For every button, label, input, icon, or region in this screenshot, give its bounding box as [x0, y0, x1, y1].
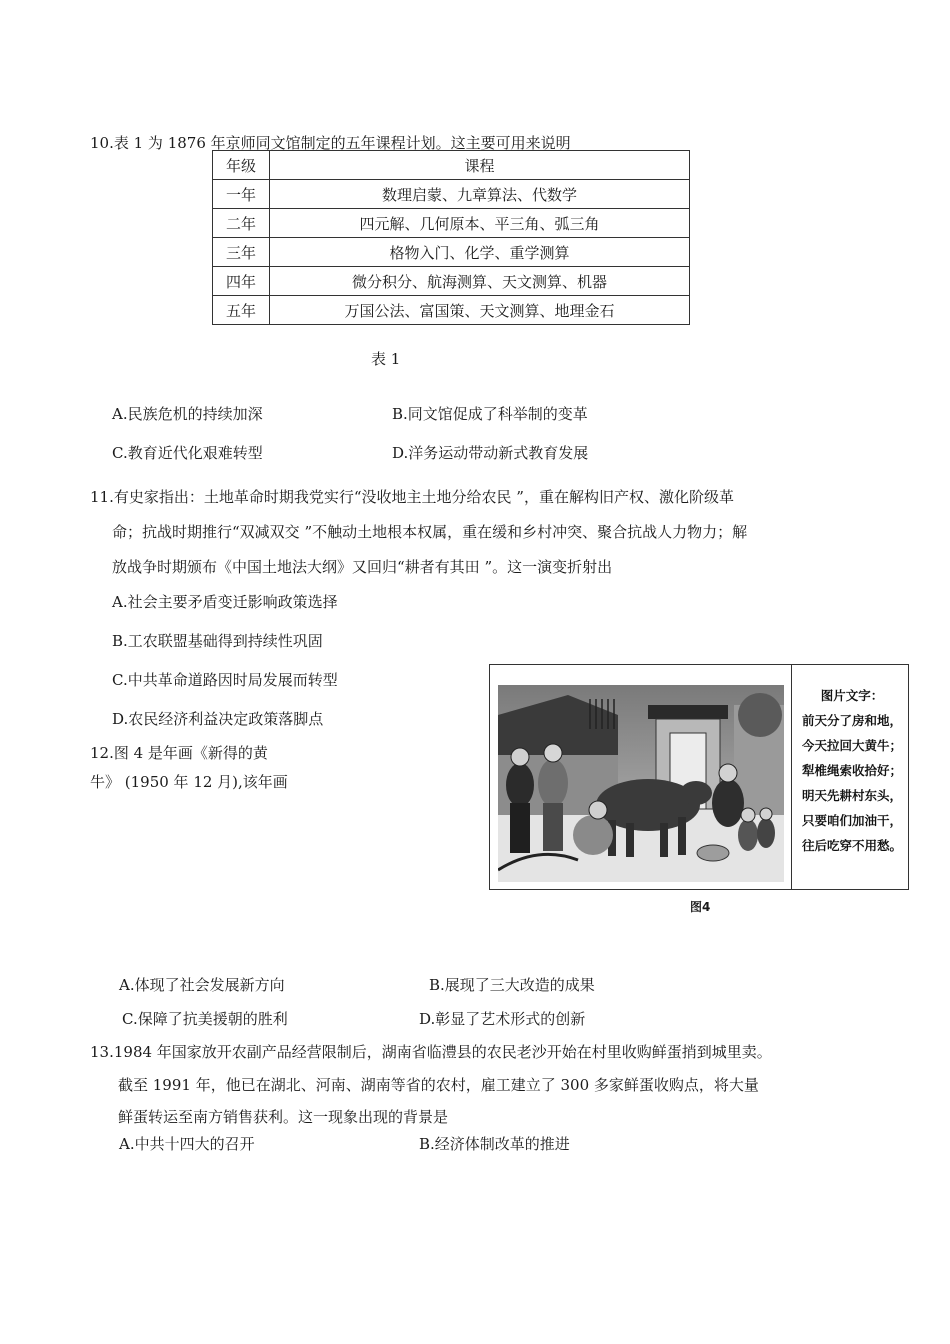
table-cell-grade: 三年: [213, 238, 270, 267]
figure-text-line: 往后吃穿不用愁。: [801, 838, 902, 853]
q13-stem-line1: 13.1984 年国家放开农副产品经营限制后，湖南省临澧县的农民老沙开始在村里收购鲜蛋捎到城里卖。: [90, 1043, 772, 1061]
q13-stem-line2: 截至 1991 年，他已在湖北、河南、湖南等省的农村，雇工建立了 300 多家鲜蛋收购点，将大量: [118, 1076, 759, 1094]
figure-text-line: 今天拉回大黄牛；: [801, 738, 902, 753]
q10-option-c[interactable]: C.教育近代化艰难转型: [112, 444, 263, 462]
table-row: [213, 180, 690, 209]
table-row: [213, 296, 690, 325]
q11-option-d[interactable]: D.农民经济利益决定政策落脚点: [112, 710, 324, 728]
table-cell-course: 格物入门、化学、重学测算: [270, 238, 690, 267]
q11-stem-line3: 放战争时期颁布《中国土地法大纲》又回归“耕者有其田 ”。这一演变折射出: [112, 558, 613, 576]
table-cell-course: 四元解、几何原本、平三角、弧三角: [270, 209, 690, 238]
figure-text-title: 图片文字：: [820, 688, 884, 703]
q11-option-c[interactable]: C.中共革命道路因时局发展而转型: [112, 671, 338, 689]
table-caption: 表 1: [371, 350, 401, 368]
table-row: [213, 238, 690, 267]
table-row: [213, 209, 690, 238]
q12-stem-line1: 12.图 4 是年画《新得的黄: [90, 744, 268, 762]
q10-option-a[interactable]: A.民族危机的持续加深: [112, 405, 263, 423]
table-cell-course: 微分积分、航海测算、天文测算、机器: [270, 267, 690, 296]
new-year-painting-image: [498, 685, 784, 882]
figure-text-line: 只要咱们加油干，: [801, 813, 902, 828]
q10-stem: 10.表 1 为 1876 年京师同文馆制定的五年课程计划。这主要可用来说明: [90, 134, 571, 152]
q13-stem-line3: 鲜蛋转运至南方销售获利。这一现象出现的背景是: [118, 1108, 449, 1126]
q12-option-c[interactable]: C.保障了抗美援朝的胜利: [122, 1010, 288, 1028]
q13-option-a[interactable]: A.中共十四大的召开: [119, 1135, 255, 1153]
table-cell-grade: 一年: [213, 180, 270, 209]
q13-option-b[interactable]: B.经济体制改革的推进: [419, 1135, 570, 1153]
figure-text-line: 犁椎绳索收拾好；: [801, 763, 902, 778]
new-yellow-ox-figure: [489, 664, 909, 890]
q11-option-b[interactable]: B.工农联盟基础得到持续性巩固: [112, 632, 323, 650]
table-cell-course: 数理启蒙、九章算法、代数学: [270, 180, 690, 209]
table-header-grade: 年级: [213, 151, 270, 180]
table-row: [213, 267, 690, 296]
q12-option-a[interactable]: A.体现了社会发展新方向: [119, 976, 285, 994]
table-cell-grade: 二年: [213, 209, 270, 238]
table-header-row: [213, 151, 690, 180]
table-header-course: 课程: [270, 151, 690, 180]
q11-stem-line2: 命；抗战时期推行“双减双交 ”不触动土地根本权属，重在缓和乡村冲突、聚合抗战人力物力；解: [112, 523, 748, 541]
figure-text-line: 前天分了房和地，: [801, 713, 902, 728]
figure-label: 图4: [690, 900, 711, 914]
q10-option-b[interactable]: B.同文馆促成了科举制的变革: [392, 405, 588, 423]
q11-stem-line1: 11.有史家指出：土地革命时期我党实行“没收地主土地分给农民 ”，重在解构旧产权、激化阶级革: [90, 488, 734, 506]
figure-text-line: 明天先耕村东头，: [801, 788, 902, 803]
table-cell-grade: 四年: [213, 267, 270, 296]
course-table: [212, 150, 690, 325]
q12-option-d[interactable]: D.彰显了艺术形式的创新: [419, 1010, 586, 1028]
table-cell-grade: 五年: [213, 296, 270, 325]
q12-stem-line2: 牛》 (1950 年 12 月),该年画: [90, 773, 288, 791]
table-cell-course: 万国公法、富国策、天文测算、地理金石: [270, 296, 690, 325]
q11-option-a[interactable]: A.社会主要矛盾变迁影响政策选择: [112, 593, 338, 611]
figure-divider: [791, 665, 792, 889]
q10-option-d[interactable]: D.洋务运动带动新式教育发展: [392, 444, 589, 462]
figure-text-box: [799, 683, 905, 858]
q12-option-b[interactable]: B.展现了三大改造的成果: [429, 976, 595, 994]
